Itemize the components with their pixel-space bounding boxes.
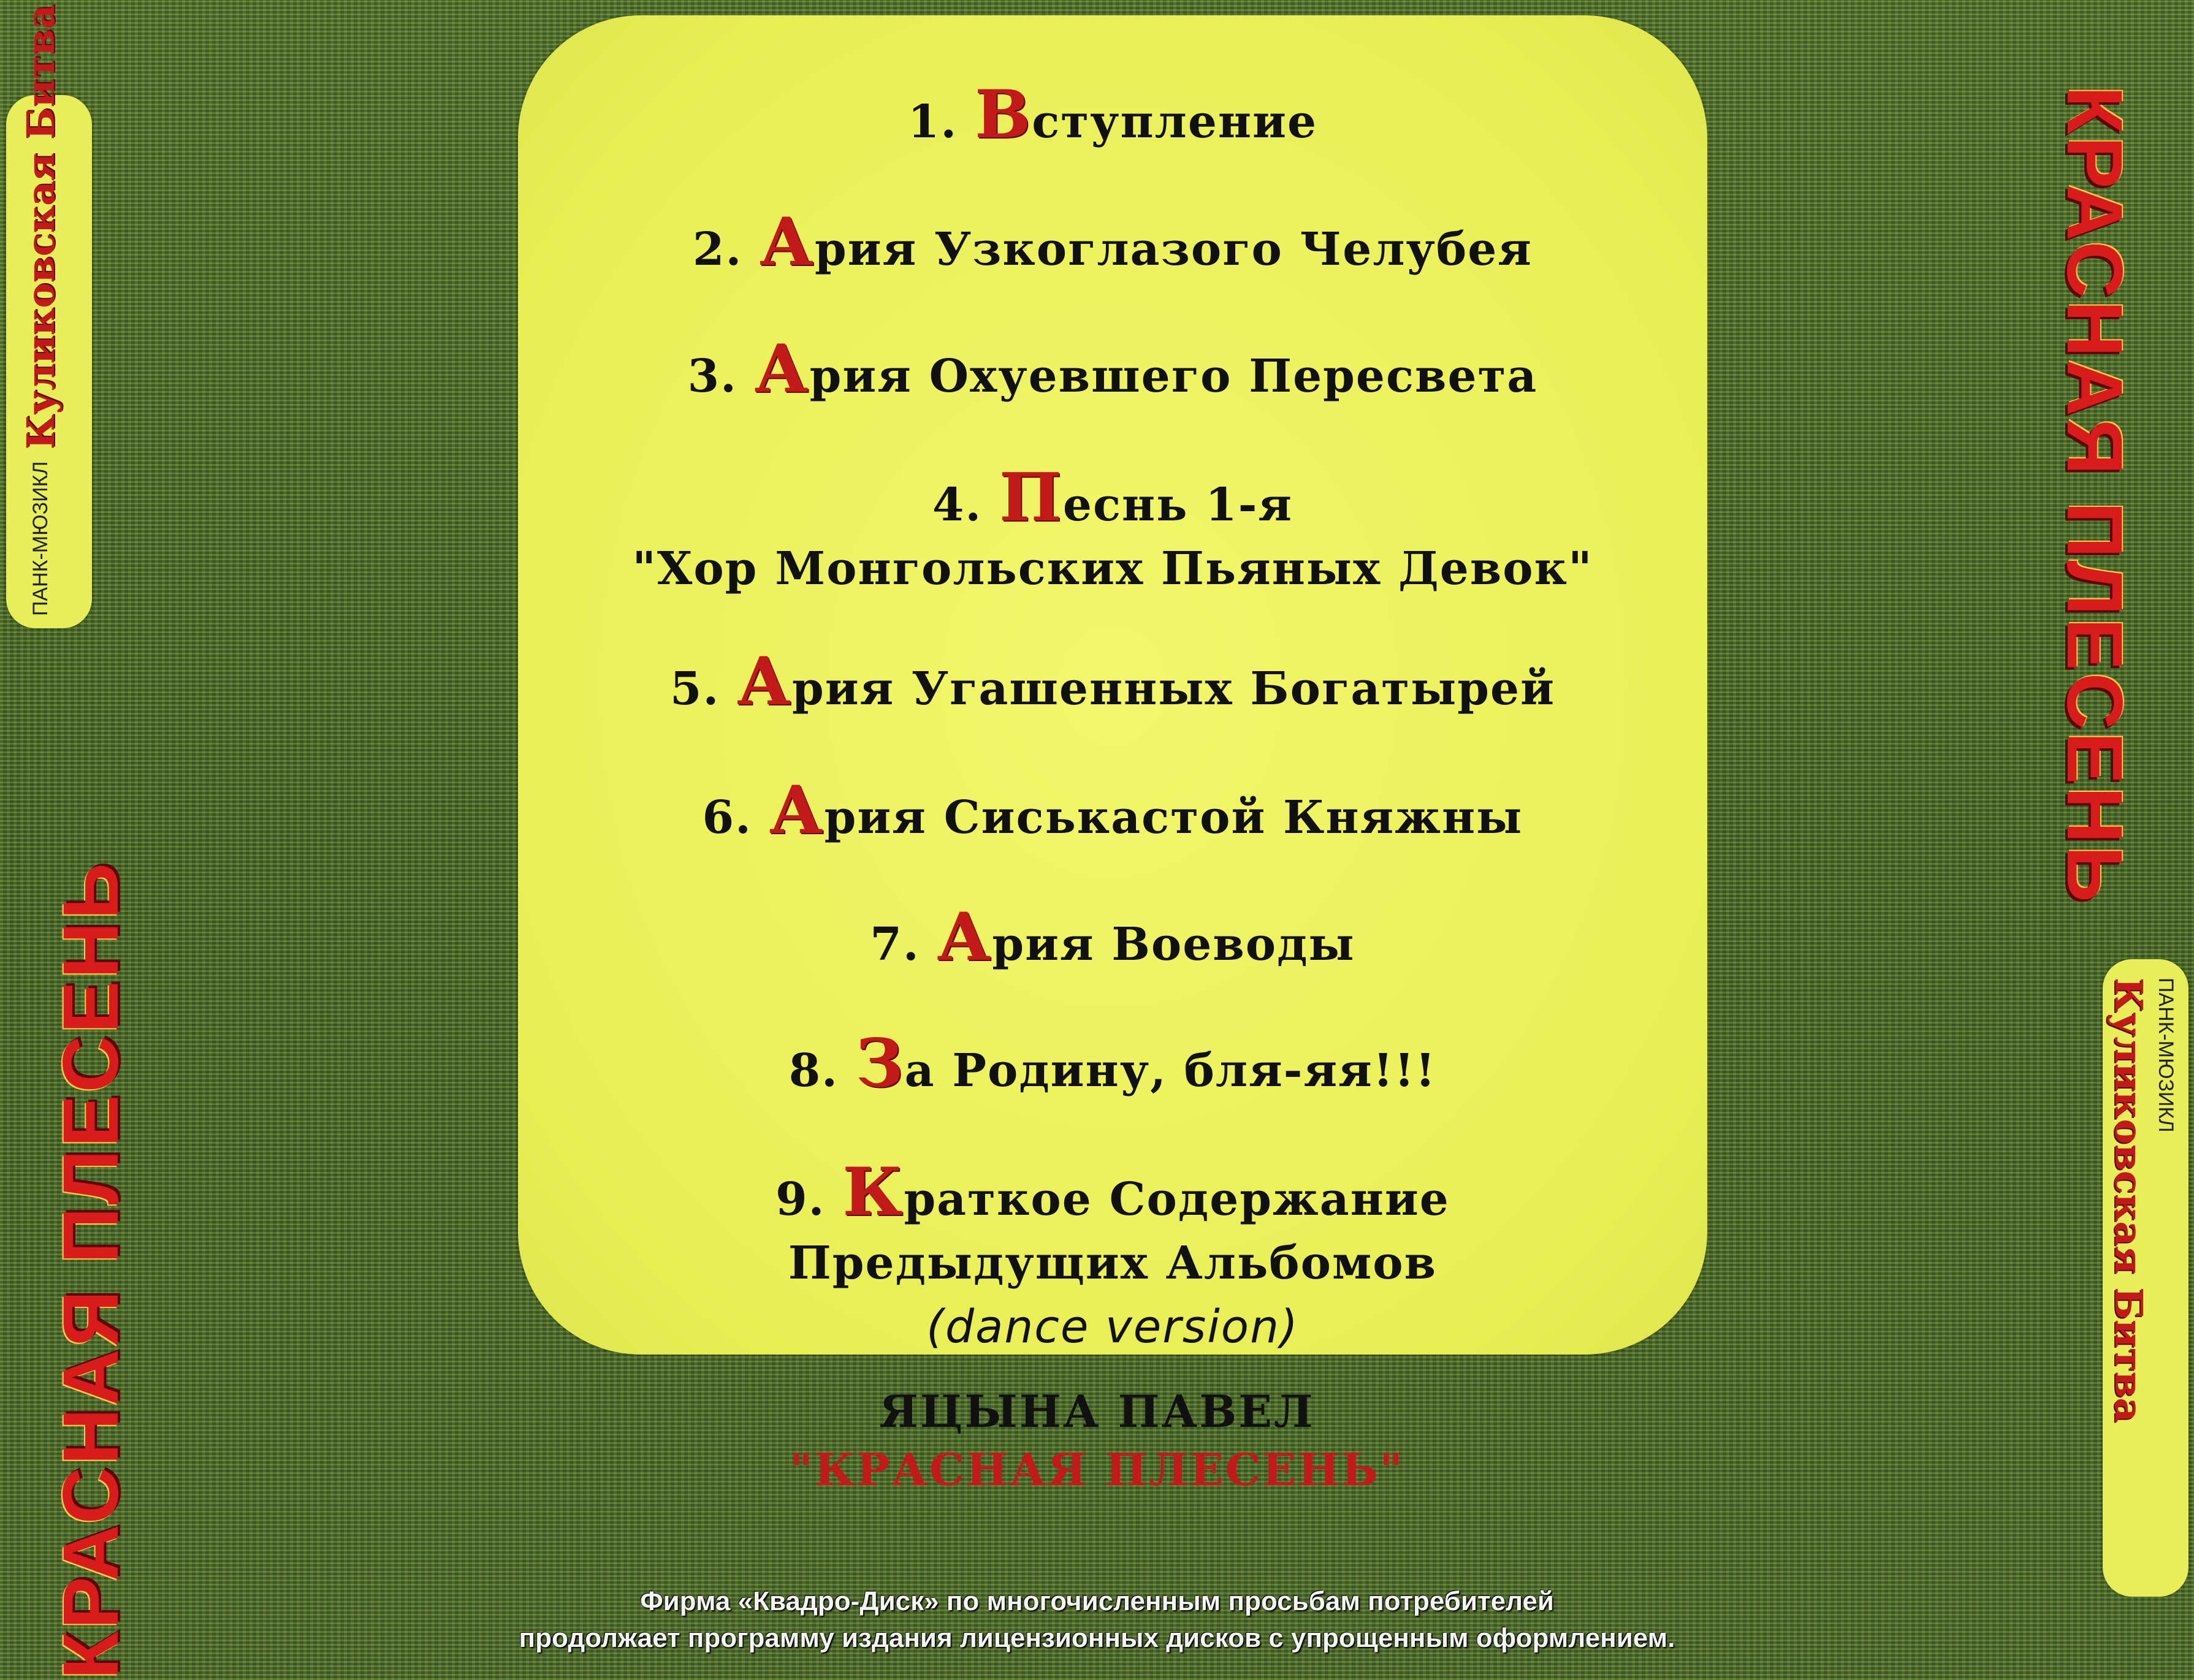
track-initial-letter: А [769,772,825,849]
track-initial-letter: К [842,1154,904,1231]
track-initial-letter: В [974,76,1032,153]
track-title: рия Сиськастой Княжны [824,791,1523,844]
right-spine-album-badge [2103,959,2188,1597]
footer-line-2: продолжает программу издания лицензионных дисков с упрощенным оформлением. [519,1623,1675,1653]
track-item-4 [518,459,1707,601]
track-initial-letter: П [999,459,1063,536]
track-initial-letter: А [754,330,810,408]
left-spine-subtitle: ПАНК-МЮЗИКЛ [29,461,52,616]
track-number: 4. [932,479,983,531]
track-number: 5. [669,663,720,715]
track-item-9 [518,1154,1707,1359]
track-title-line-2: "Хор Монгольских Пьяных Девок" [632,542,1593,595]
right-spine-subtitle: ПАНК-МЮЗИКЛ [2154,978,2177,1133]
track-initial-letter: А [760,203,815,281]
track-item-6 [518,772,1707,850]
tracklist-panel [518,15,1707,1355]
track-item-3 [518,330,1707,408]
track-number: 1. [907,96,958,148]
footer-line-1: Фирма «Квадро-Диск» по многочисленным просьбам потребителей [640,1586,1554,1616]
track-initial-letter: А [737,643,792,720]
track-title: ступление [1032,96,1318,148]
track-number: 7. [870,918,920,971]
right-spine-album-title: Куликовская Битва [2106,978,2151,1423]
track-title-line-3: (dance version) [926,1301,1299,1353]
track-item-7 [518,899,1707,976]
author-name: ЯЦЫНА ПАВЕЛ [879,1385,1315,1437]
track-number: 9. [775,1173,826,1226]
author-band: "КРАСНАЯ ПЛЕСЕНЬ" [790,1443,1404,1496]
track-number: 3. [687,350,737,403]
track-title: рия Охуевшего Пересвета [809,350,1538,403]
track-number: 2. [693,223,743,276]
track-item-1 [518,76,1707,154]
left-spine-band-name: КРАСНАЯ ПЛЕСЕНЬ [47,861,135,1679]
track-initial-letter: А [937,899,992,976]
track-title: рия Воеводы [992,918,1355,971]
track-item-2 [518,203,1707,281]
track-title: рия Узкоглазого Челубея [815,223,1533,276]
left-spine-album-badge [6,4,92,628]
track-number: 6. [702,791,752,844]
track-title: раткое Содержание [904,1173,1450,1226]
track-title: а Родину, бля-яя!!! [904,1044,1437,1097]
track-initial-letter: З [855,1025,905,1102]
right-spine-band-name: КРАСНАЯ ПЛЕСЕНЬ [2051,86,2138,905]
track-title: рия Угашенных Богатырей [791,663,1556,715]
track-title: еснь 1-я [1062,479,1293,531]
track-item-8 [518,1025,1707,1103]
track-title-line-2: Предыдущих Альбомов [788,1237,1438,1290]
track-item-5 [518,643,1707,721]
left-spine-album-title: Куликовская Битва [18,4,63,450]
track-number: 8. [788,1044,839,1097]
